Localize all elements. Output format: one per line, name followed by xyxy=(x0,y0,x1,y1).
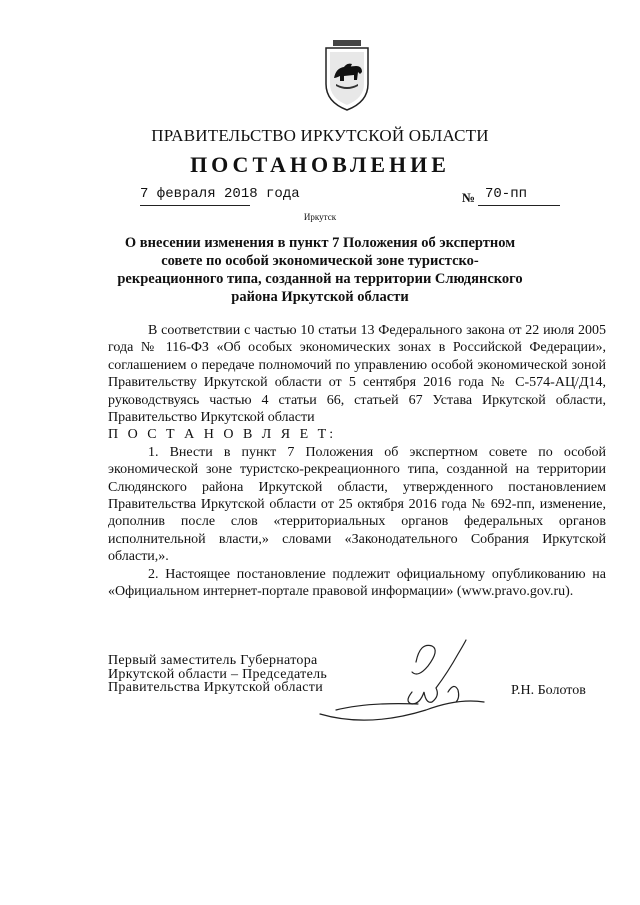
date-underline xyxy=(140,205,250,206)
item-2-paragraph: 2. Настоящее постановление подлежит официальному опубликованию на «Официальном интернет-портале правовой информации» (www.pravo.gov.ru). xyxy=(108,566,606,600)
document-title: О внесении изменения в пункт 7 Положения об экспертном совете по особой экономической зоне туристско-рекреационного типа, созданной на территории Слюдянского района Иркутской области xyxy=(117,235,523,305)
number-underline xyxy=(478,205,560,206)
document-date: 7 февраля 2018 года xyxy=(140,186,300,202)
number-sign: № xyxy=(462,190,476,205)
decrees-heading: П О С Т А Н О В Л Я Е Т: xyxy=(108,427,337,443)
handwritten-signature xyxy=(308,632,508,732)
coat-of-arms-icon xyxy=(322,40,372,112)
document-number: 70-пп xyxy=(485,186,528,202)
signatory-name: Р.Н. Болотов xyxy=(511,683,586,698)
document-body xyxy=(108,322,606,601)
position-line-1: Первый заместитель Губернатора xyxy=(108,653,318,668)
preamble-paragraph: В соответствии с частью 10 статьи 13 Федерального закона от 22 июля 2005 года № 116-ФЗ «Об особых экономических зонах в Российской Федерации», соглашением о передаче полномочий по управлению особой экономической зоной Правительству Иркутской области от 5 сентября 2016 года № С-574-АЦ/Д14, руководствуясь частью 4 статьи 66, статьей 67 Устава Иркутской области, Правительство Иркутской области xyxy=(108,323,606,426)
position-line-2: Иркутской области – Председатель xyxy=(108,666,328,682)
position-line-3: Правительства Иркутской области xyxy=(108,680,323,695)
government-name: ПРАВИТЕЛЬСТВО ИРКУТСКОЙ ОБЛАСТИ xyxy=(151,126,489,145)
item-1-paragraph: 1. Внести в пункт 7 Положения об экспертном совете по особой экономической зоне туристско-рекреационного типа, созданной на территории Слюдянского района Иркутской области, утвержденного постановлением Правительства Иркутской области от 25 октября 2016 года № 692-пп, изменение, дополнив после слов «территориальных органов федеральных органов исполнительной власти,» словами «Законодательного Собрания Иркутской области,». xyxy=(108,444,606,565)
document-type: ПОСТАНОВЛЕНИЕ xyxy=(190,152,450,177)
city: Иркутск xyxy=(303,212,337,222)
